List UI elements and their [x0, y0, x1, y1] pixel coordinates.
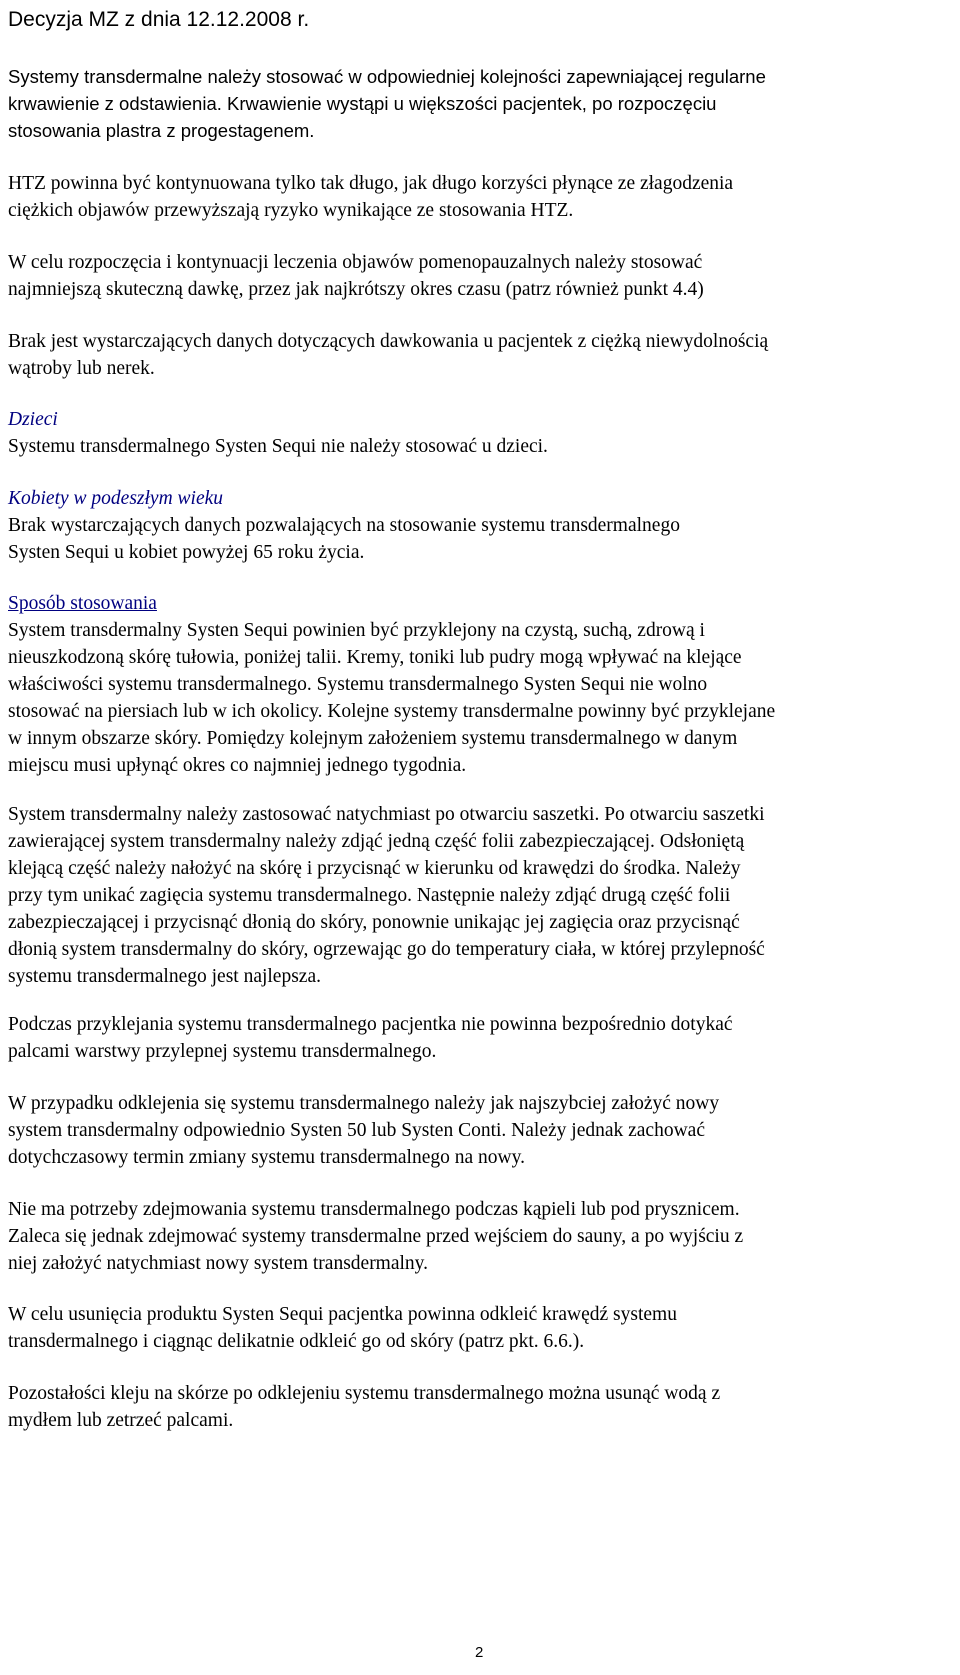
text-line: przy tym unikać zagięcia systemu transdermalnego. Następnie należy zdjąć drugą część folii	[8, 885, 731, 906]
text-line: najmniejszą skuteczną dawkę, przez jak najkrótszy okres czasu (patrz również punkt 4.4)	[8, 279, 704, 300]
section-usage	[8, 590, 775, 779]
text-line: zabezpieczającej i przycisnąć dłonią do skóry, ponownie unikając jej zagięcia oraz przycisnąć	[8, 912, 740, 933]
section-elderly	[8, 485, 680, 566]
paragraph-removal	[8, 1301, 677, 1355]
text-line: Nie ma potrzeby zdejmowania systemu transdermalnego podczas kąpieli lub pod prysznicem.	[8, 1199, 740, 1220]
paragraph-bathing	[8, 1196, 743, 1277]
text-line: HTZ powinna być kontynuowana tylko tak długo, jak długo korzyści płynące ze złagodzenia	[8, 173, 734, 194]
text-line: Brak jest wystarczających danych dotyczących dawkowania u pacjentek z ciężką niewydolnością	[8, 331, 769, 352]
text-line: miejscu musi upłynąć okres co najmniej jednego tygodnia.	[8, 755, 467, 776]
text-line: właściwości systemu transdermalnego. Systemu transdermalnego Systen Sequi nie wolno	[8, 674, 708, 695]
text-line: System transdermalny należy zastosować natychmiast po otwarciu saszetki. Po otwarciu saszetki	[8, 804, 765, 825]
section-heading-children: Dzieci	[8, 409, 58, 430]
text-line: system transdermalny odpowiednio Systen 50 lub Systen Conti. Należy jednak zachować	[8, 1120, 705, 1141]
text-line: Brak wystarczających danych pozwalających na stosowanie systemu transdermalnego	[8, 515, 680, 536]
text-line: stosować na piersiach lub w ich okolicy. Kolejne systemy transdermalne powinny być przyklejane	[8, 701, 776, 722]
paragraph-lowest-dose	[8, 249, 704, 303]
text-line: klejącą część należy nałożyć na skórę i przycisnąć w kierunku od krawędzi do środka. Należy	[8, 858, 741, 879]
paragraph-no-touch	[8, 1011, 733, 1065]
section-children	[8, 406, 548, 460]
text-line: palcami warstwy przylepnej systemu transdermalnego.	[8, 1041, 437, 1062]
paragraph-detachment	[8, 1090, 719, 1171]
text-line: Systemu transdermalnego Systen Sequi nie należy stosować u dzieci.	[8, 436, 548, 457]
text-line: dłonią system transdermalny do skóry, ogrzewając go do temperatury ciała, w której przylepność	[8, 939, 765, 960]
text-line: zawierającej system transdermalny należy zdjąć jedną część folii zabezpieczającej. Odsłoniętą	[8, 831, 745, 852]
paragraph-insufficiency	[8, 328, 768, 382]
paragraph-adhesive-residue	[8, 1380, 720, 1434]
text-line: Zaleca się jednak zdejmować systemy transdermalne przed wejściem do sauny, a po wyjściu z	[8, 1226, 744, 1247]
paragraph-bleeding	[8, 63, 766, 144]
page-number: 2	[475, 1644, 484, 1661]
text-line: dotychczasowy termin zmiany systemu transdermalnego na nowy.	[8, 1147, 525, 1168]
text-line: niej założyć natychmiast nowy system transdermalny.	[8, 1253, 429, 1274]
section-heading-usage: Sposób stosowania	[8, 593, 157, 614]
text-line: Podczas przyklejania systemu transdermalnego pacjentka nie powinna bezpośrednio dotykać	[8, 1014, 733, 1035]
text-line: Systemy transdermalne należy stosować w odpowiedniej kolejności zapewniającej regularne	[8, 66, 766, 87]
text-line: nieuszkodzoną skórę tułowia, poniżej talii. Kremy, toniki lub pudry mogą wpływać na klejące	[8, 647, 742, 668]
paragraph-application	[8, 801, 765, 990]
text-line: Systen Sequi u kobiet powyżej 65 roku życia.	[8, 542, 365, 563]
text-line: transdermalnego i ciągnąc delikatnie odkleić go od skóry (patrz pkt. 6.6.).	[8, 1331, 585, 1352]
text-line: krwawienie z odstawienia. Krwawienie wystąpi u większości pacjentek, po rozpoczęciu	[8, 93, 717, 114]
section-heading-elderly: Kobiety w podeszłym wieku	[8, 488, 224, 509]
text-line: systemu transdermalnego jest najlepsza.	[8, 966, 321, 987]
text-line: W przypadku odklejenia się systemu transdermalnego należy jak najszybciej założyć nowy	[8, 1093, 720, 1114]
text-line: ciężkich objawów przewyższają ryzyko wynikające ze stosowania HTZ.	[8, 200, 574, 221]
text-line: Pozostałości kleju na skórze po odklejeniu systemu transdermalnego można usunąć wodą z	[8, 1383, 721, 1404]
paragraph-htz-duration	[8, 170, 733, 224]
text-line: stosowania plastra z progestagenem.	[8, 120, 315, 141]
text-line: W celu rozpoczęcia i kontynuacji leczenia objawów pomenopauzalnych należy stosować	[8, 252, 703, 273]
text-line: wątroby lub nerek.	[8, 358, 155, 379]
text-line: W celu usunięcia produktu Systen Sequi pacjentka powinna odkleić krawędź systemu	[8, 1304, 677, 1325]
text-line: w innym obszarze skóry. Pomiędzy kolejnym założeniem systemu transdermalnego w danym	[8, 728, 738, 749]
document-header: Decyzja MZ z dnia 12.12.2008 r.	[8, 8, 310, 31]
text-line: mydłem lub zetrzeć palcami.	[8, 1410, 234, 1431]
text-line: System transdermalny Systen Sequi powinien być przyklejony na czystą, suchą, zdrową i	[8, 620, 705, 641]
